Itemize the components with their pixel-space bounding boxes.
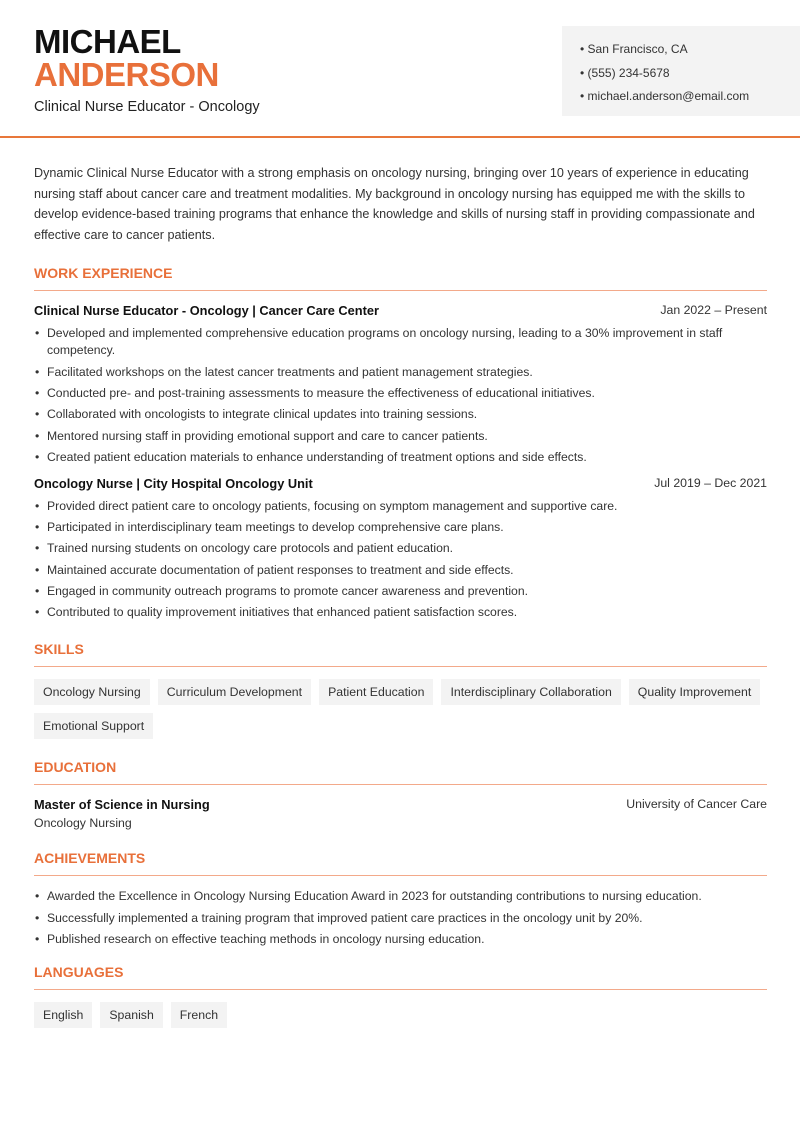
- school: University of Cancer Care: [626, 797, 767, 812]
- job-dates: Jul 2019 – Dec 2021: [654, 475, 767, 490]
- languages-section: [34, 964, 767, 1028]
- resume-body: [34, 163, 767, 1028]
- contact-phone: • (555) 234-5678: [580, 62, 800, 86]
- summary: Dynamic Clinical Nurse Educator with a strong emphasis on oncology nursing, bringing over 10 years of experience in educating nursing staff about cancer care and treatment modalities. My background in oncology nursing has equipped me with the skills to develop evidence-based training programs that enhance the knowledge and skills of nursing staff in providing compassionate and effective care to cancer patients.: [34, 166, 755, 242]
- job-header: [34, 476, 767, 491]
- job-title: Clinical Nurse Educator - Oncology: [34, 99, 260, 115]
- bullet-item: • Maintained accurate documentation of patient responses to treatment and side effects.: [34, 562, 767, 579]
- achievements-section: [34, 850, 767, 948]
- achievement-item: • Successfully implemented a training program that improved patient care practices in the oncology unit by 20%.: [34, 910, 767, 927]
- bullet-item: • Created patient education materials to enhance understanding of treatment options and side effects.: [34, 449, 767, 466]
- skill-tag: Emotional Support: [34, 713, 153, 739]
- section-heading: LANGUAGES: [34, 964, 767, 990]
- bullet-item: • Facilitated workshops on the latest cancer treatments and patient management strategies.: [34, 364, 767, 381]
- section-heading: EDUCATION: [34, 759, 767, 785]
- skill-tag: Interdisciplinary Collaboration: [441, 679, 620, 705]
- skills-section: [34, 641, 767, 739]
- contact-location: • San Francisco, CA: [580, 38, 800, 62]
- achievement-item: • Awarded the Excellence in Oncology Nursing Education Award in 2023 for outstanding contributions to nursing education.: [34, 888, 767, 905]
- bullet-item: • Developed and implemented comprehensive education programs on oncology nursing, leading to a 30% improvement in staff competency.: [34, 325, 767, 359]
- job-bullets: [34, 325, 767, 465]
- bullet-item: • Mentored nursing staff in providing emotional support and care to cancer patients.: [34, 428, 767, 445]
- bullet-item: • Engaged in community outreach programs to promote cancer awareness and prevention.: [34, 583, 767, 600]
- bullet-item: • Collaborated with oncologists to integrate clinical updates into training sessions.: [34, 406, 767, 423]
- language-tag: French: [171, 1002, 227, 1028]
- bullet-item: • Contributed to quality improvement initiatives that enhanced patient satisfaction scores.: [34, 604, 767, 621]
- bullet-item: • Provided direct patient care to oncology patients, focusing on symptom management and supportive care.: [34, 498, 767, 515]
- skill-tag: Quality Improvement: [629, 679, 760, 705]
- job-role: Clinical Nurse Educator - Oncology | Cancer Care Center: [34, 303, 379, 319]
- bullet-item: • Participated in interdisciplinary team meetings to develop comprehensive care plans.: [34, 519, 767, 536]
- contact-box: [562, 26, 800, 116]
- field-of-study: Oncology Nursing: [34, 816, 132, 831]
- resume-header: [0, 0, 800, 138]
- section-heading: SKILLS: [34, 641, 767, 667]
- section-heading: WORK EXPERIENCE: [34, 265, 767, 291]
- job-dates: Jan 2022 – Present: [660, 303, 767, 318]
- achievement-item: • Published research on effective teaching methods in oncology nursing education.: [34, 931, 767, 948]
- skill-tag: Oncology Nursing: [34, 679, 150, 705]
- language-tag: English: [34, 1002, 92, 1028]
- contact-email[interactable]: • michael.anderson@email.com: [580, 85, 800, 109]
- skill-tag: Curriculum Development: [158, 679, 311, 705]
- degree: Master of Science in Nursing: [34, 797, 210, 813]
- work-experience-section: [34, 265, 767, 621]
- education-section: [34, 759, 767, 830]
- first-name: MICHAEL: [34, 23, 181, 60]
- section-heading: ACHIEVEMENTS: [34, 850, 767, 876]
- job-role: Oncology Nurse | City Hospital Oncology Unit: [34, 475, 313, 491]
- bullet-item: • Trained nursing students on oncology care protocols and patient education.: [34, 540, 767, 557]
- job-header: [34, 303, 767, 318]
- job-bullets: [34, 498, 767, 621]
- language-tag: Spanish: [100, 1002, 162, 1028]
- bullet-item: • Conducted pre- and post-training assessments to measure the effectiveness of educational initiatives.: [34, 385, 767, 402]
- skill-tag: Patient Education: [319, 679, 433, 705]
- last-name: ANDERSON: [34, 56, 219, 93]
